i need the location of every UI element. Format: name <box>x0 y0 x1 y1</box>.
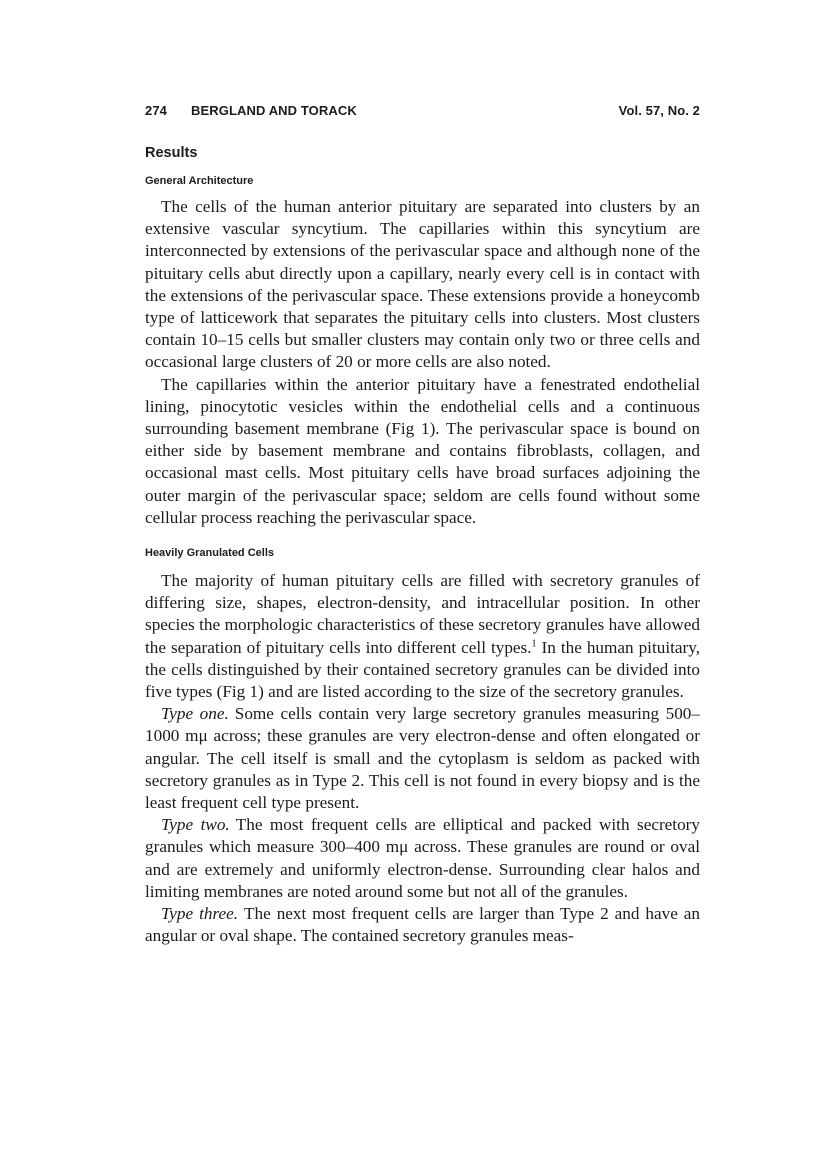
running-head <box>145 100 700 122</box>
paragraph-type-one <box>145 703 700 814</box>
paragraph-type-three <box>145 903 700 947</box>
section-title: Results <box>145 145 198 161</box>
paragraph-text: In the human pituitary, the cells distinguished by their contained secretory granules can be divided into five types (Fig 1) and are listed according to the size of the secretory granules. <box>145 637 700 702</box>
paragraph: The capillaries within the anterior pituitary have a fenestrated endothelial lining, pinocytotic vesicles within the endothelial cells and a continuous surrounding basement membrane (Fig 1). The perivascular space is bound on either side by basement membrane and contains fibroblasts, collagen, and occasional mast cells. Most pituitary cells have broad surfaces adjoining the outer margin of the perivascular space; seldom are cells found without some cellular process reaching the perivascular space. <box>145 374 700 527</box>
footnote-reference[interactable]: 1 <box>531 637 537 649</box>
paragraph-text: Some cells contain very large secretory granules measuring 500–1000 mμ across; these granules are very electron-dense and often elongated or angular. The cell itself is small and the cytoplasm is seldom as packed with secretory granules as in Type 2. This cell is not found in every biopsy and is the least frequent cell type present. <box>145 704 700 813</box>
paragraph <box>145 570 700 703</box>
subsection-title-heavily-granulated-cells: Heavily Granulated Cells <box>145 547 274 560</box>
paragraph-text: The majority of human pituitary cells are filled with secretory granules of differing size, shapes, electron-density, and intracellular position. In other species the morphologic characteristics of these secretory granules have allowed the separation of pituitary cells into different cell types. <box>145 571 700 657</box>
journal-page <box>145 100 700 948</box>
journal-volume: Vol. 57, No. 2 <box>618 103 700 118</box>
page-number: 274 <box>145 103 167 118</box>
run-in-heading: Type one. <box>161 704 229 724</box>
running-head-left <box>145 100 357 122</box>
paragraph: The cells of the human anterior pituitary are separated into clusters by an extensive vascular syncytium. The capillaries within this syncytium are interconnected by extensions of the perivascular space and although none of the pituitary cells abut directly upon a capillary, nearly every cell is in contact with the extensions of the perivascular space. These extensions provide a honeycomb type of latticework that separates the pituitary cells into clusters. Most clusters contain 10–15 cells but smaller clusters may contain only two or three cells and occasional large clusters of 20 or more cells are also noted. <box>145 197 700 372</box>
paragraph-text: The most frequent cells are elliptical and packed with secretory granules which measure 300–400 mμ across. These granules are round or oval and are extremely and uniformly electron-dense. Surrounding clear halos and limiting membranes are noted around some but not all of the granules. <box>145 815 700 901</box>
running-head-authors: BERGLAND AND TORACK <box>191 103 357 118</box>
run-in-heading: Type two. <box>161 815 230 835</box>
paragraph-type-two <box>145 814 700 903</box>
run-in-heading: Type three. <box>161 904 239 924</box>
paragraph-text: The next most frequent cells are larger than Type 2 and have an angular or oval shape. The contained secretory granules meas- <box>145 904 700 946</box>
subsection-title-general-architecture: General Architecture <box>145 175 254 187</box>
